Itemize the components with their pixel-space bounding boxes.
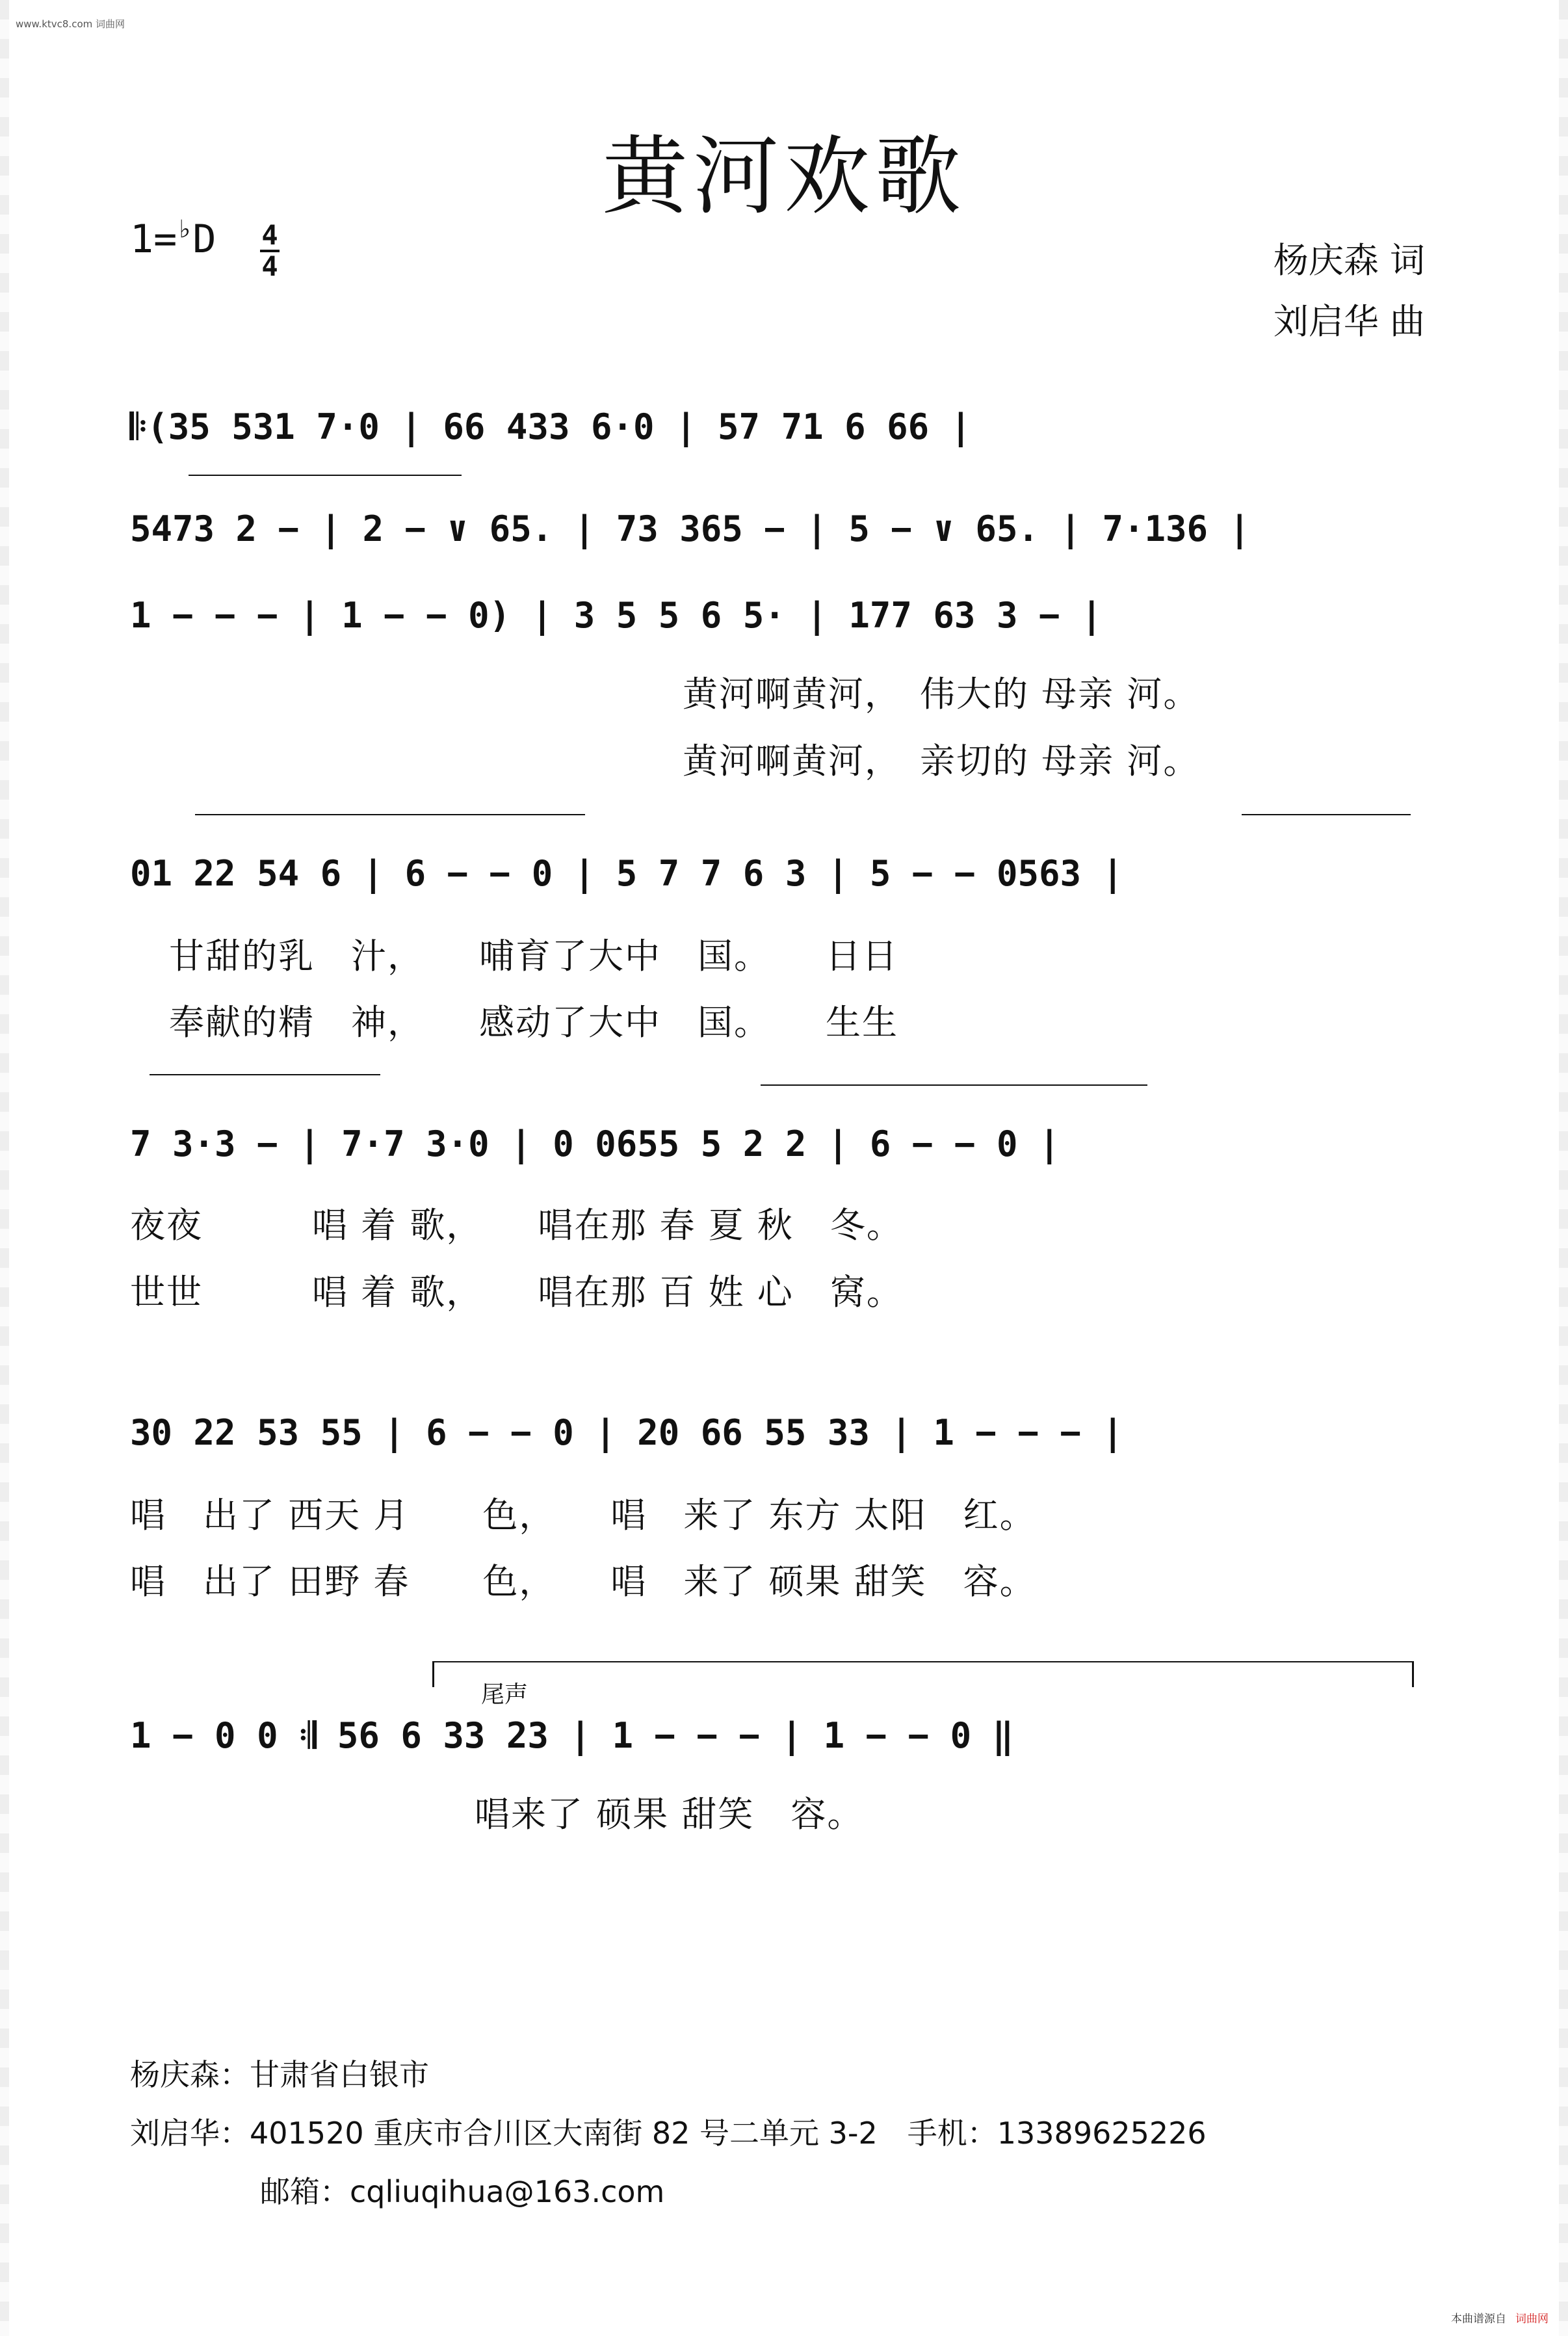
lyric-row4-verse1: 甘甜的乳 汁， 哺育了大中 国。 日日 [169, 936, 898, 977]
key-signature [130, 215, 216, 262]
crescendo-mark [761, 1084, 1147, 1086]
lyric-row5-verse1: 夜夜 唱 着 歌， 唱在那 春 夏 秋 冬。 [130, 1205, 903, 1246]
coda-bracket-line [432, 1661, 1414, 1662]
score-row-4: 01 22 54 6 | 6 − − 0 | 5 7 7 6 3 | 5 − − 0563 | [130, 853, 1124, 894]
lyric-row6-verse1: 唱 出了 西天 月 色， 唱 来了 东方 太阳 红。 [130, 1495, 1036, 1536]
lyric-row3-verse1: 黄河啊黄河， 伟大的 母亲 河。 [683, 674, 1200, 715]
time-signature [260, 221, 280, 281]
score-row-6: 30 22 53 55 | 6 − − 0 | 20 66 55 33 | 1 − − − | [130, 1412, 1124, 1453]
lyric-row4-verse2: 奉献的精 神， 感动了大中 国。 生生 [169, 1002, 898, 1043]
time-numerator: 4 [261, 219, 278, 251]
left-border-strip [0, 0, 9, 2336]
score-row-5: 7 3·3 − | 7·7 3·0 | 0 0655 5 2 2 | 6 − − 0 | [130, 1123, 1060, 1164]
score-row-3: 1 − − − | 1 − − 0) | 3 5 5 6 5· | 177 63 3 − | [130, 595, 1103, 636]
footer-email[interactable]: 邮箱：cqliuqihua@163.com [260, 2174, 665, 2209]
flat-icon: ♭ [177, 215, 193, 244]
lyric-row6-verse2: 唱 出了 田野 春 色， 唱 来了 硕果 甜笑 容。 [130, 1561, 1036, 1602]
site-footer-text: 本曲谱源自 [1451, 2313, 1506, 2326]
lyricist-credit: 杨庆森 词 [1273, 240, 1425, 281]
crescendo-mark [150, 1074, 380, 1075]
crescendo-mark [1242, 814, 1411, 815]
score-row-7: 1 − 0 0 𝄇 56 6 33 23 | 1 − − − | 1 − − 0 ‖ [130, 1715, 1014, 1756]
lyric-row7-verse1: 唱来了 硕果 甜笑 容。 [475, 1794, 864, 1835]
key-prefix: 1= [130, 217, 177, 262]
crescendo-mark [195, 814, 585, 815]
song-title: 黄河欢歌 [602, 127, 966, 227]
score-row-1: 𝄆(35 531 7·0 | 66 433 6·0 | 57 71 6 66 | [130, 406, 972, 447]
site-footer-brand[interactable]: 词曲网 [1515, 2313, 1548, 2326]
time-denominator: 4 [261, 250, 278, 282]
site-footer[interactable] [1451, 2309, 1548, 2326]
footer-lyricist-address: 杨庆森：甘肃省白银市 [130, 2057, 429, 2092]
crescendo-mark [189, 475, 462, 476]
footer-composer-address: 刘启华：401520 重庆市合川区大南街 82 号二单元 3-2 手机：13389625226 [130, 2116, 1207, 2151]
site-header-text[interactable]: www.ktvc8.com 词曲网 [16, 18, 125, 30]
coda-bracket-right [1412, 1661, 1414, 1687]
lyric-row3-verse2: 黄河啊黄河， 亲切的 母亲 河。 [683, 741, 1200, 781]
right-border-strip [1559, 0, 1568, 2336]
lyric-row5-verse2: 世世 唱 着 歌， 唱在那 百 姓 心 窝。 [130, 1272, 903, 1313]
coda-label: 尾声 [481, 1681, 529, 1708]
coda-bracket-left [432, 1661, 434, 1687]
key-note: D [192, 217, 216, 262]
score-row-2: 5473 2 − | 2 − ∨ 65. | 73 365 − | 5 − ∨ 65. | 7·136 | [130, 508, 1251, 549]
composer-credit: 刘启华 曲 [1273, 301, 1425, 342]
